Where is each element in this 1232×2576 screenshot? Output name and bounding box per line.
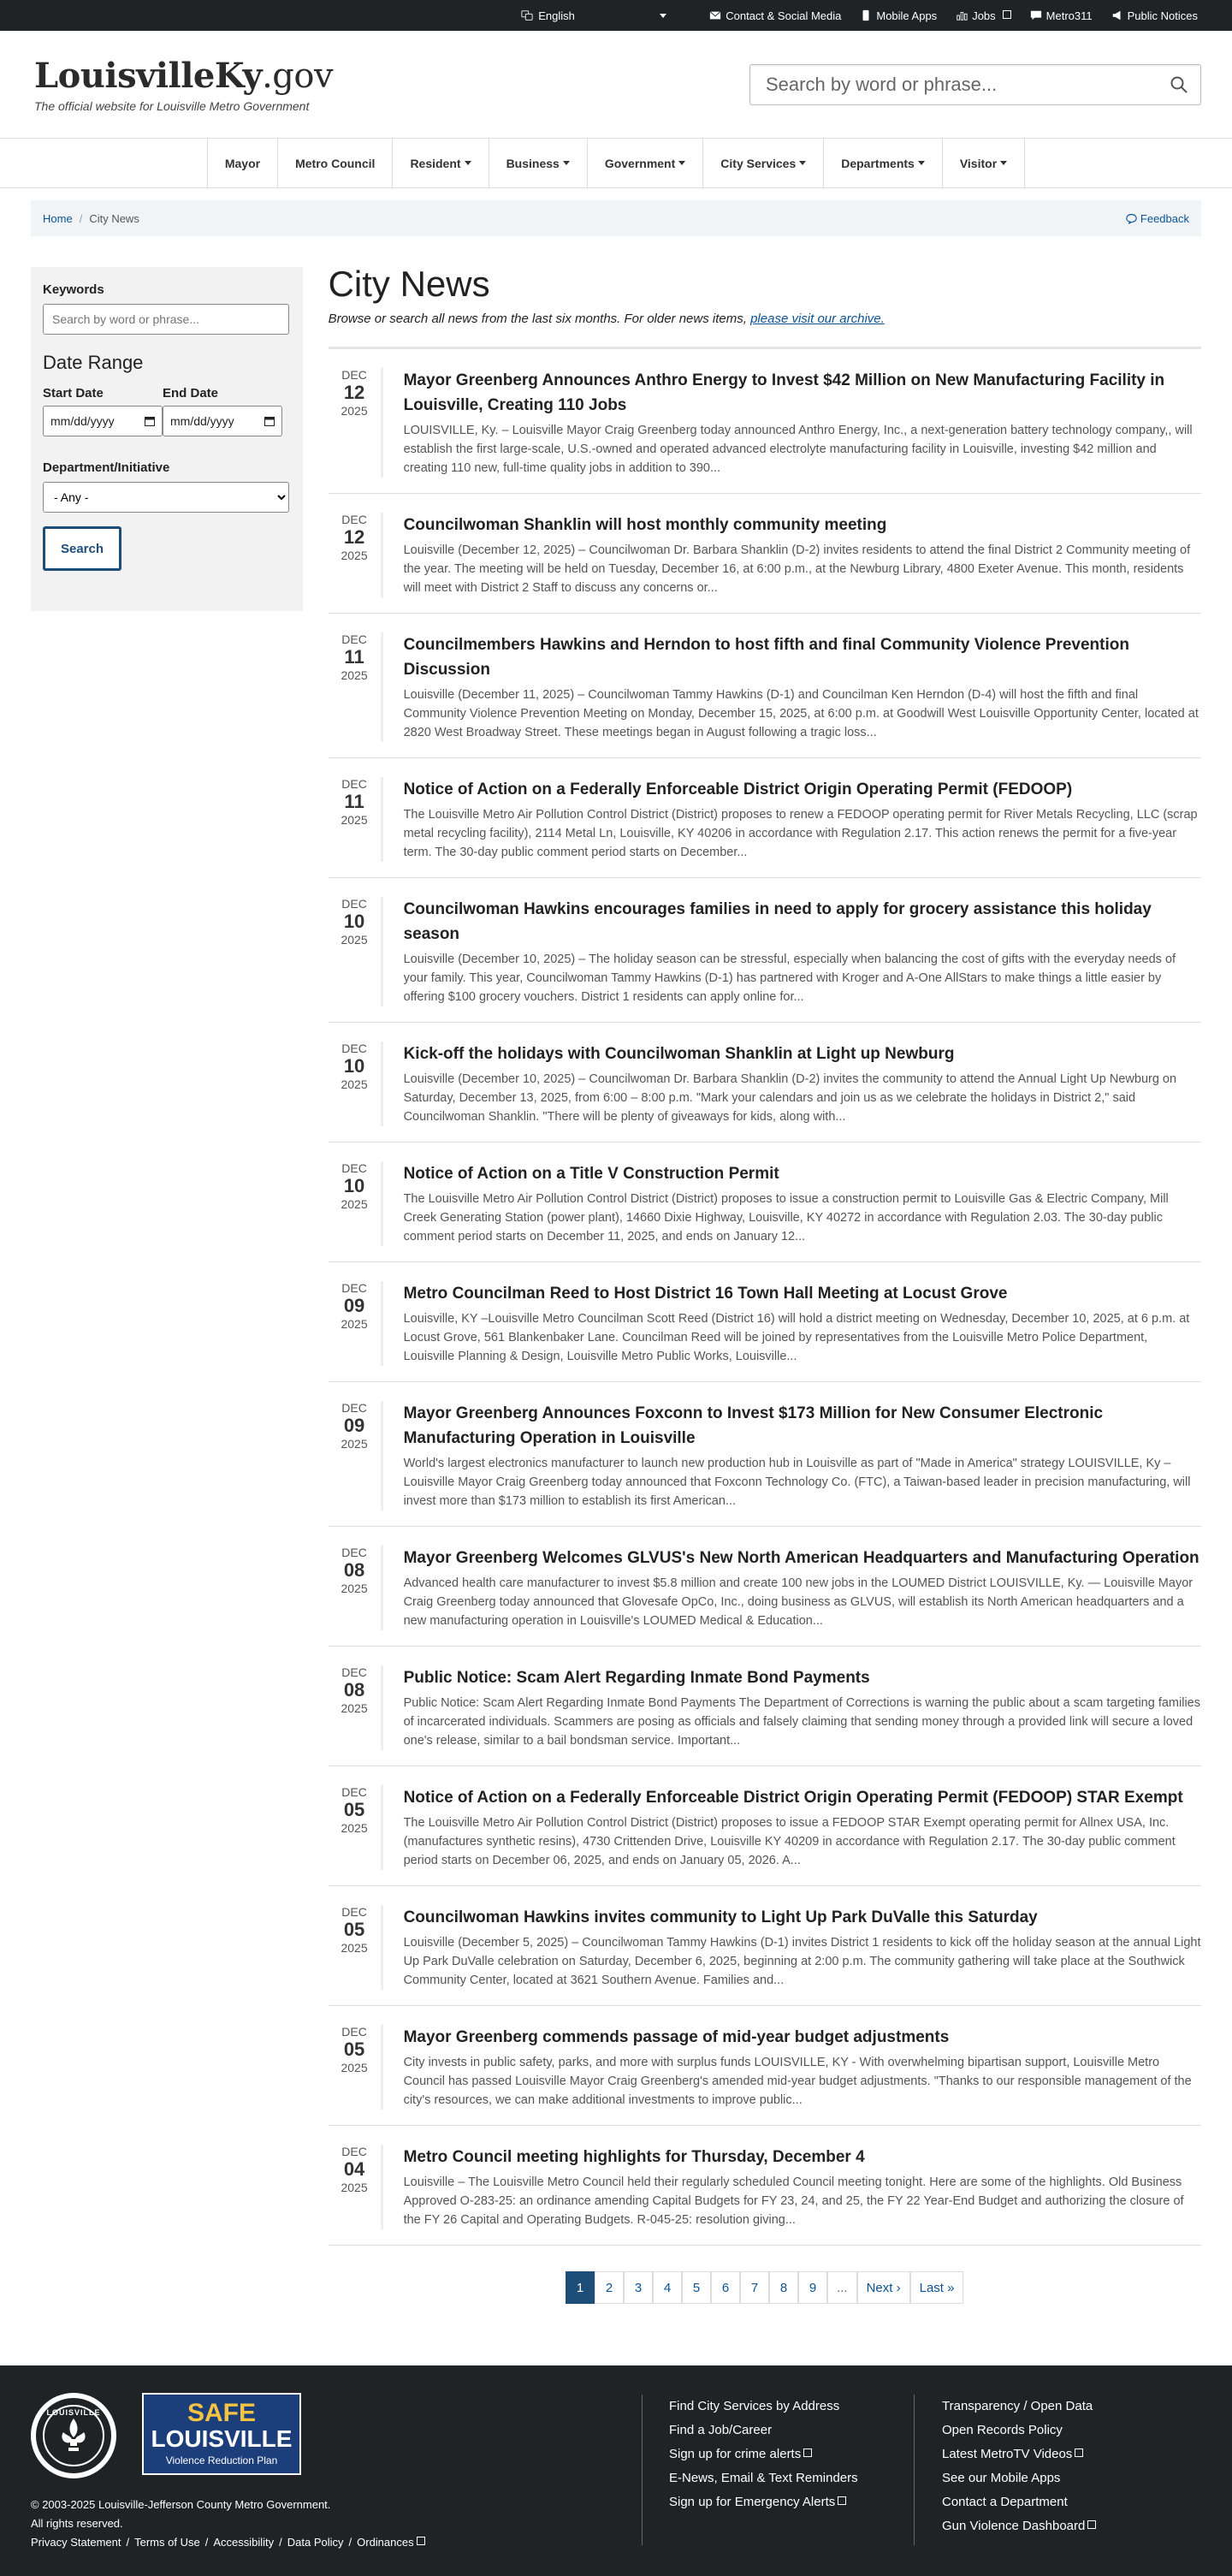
news-summary: The Louisville Metro Air Pollution Control District (District) proposes to issue a construction permit to Louisville Gas & Electric Company, Mill Creek Generating Station (power plant), 14660 Dixie Highway, Louisville, KY 40272 in accordance with Regulation 2.03. The 30-day public comment period starts on December 11, 2025, and ends on January 12...: [403, 1192, 1169, 1243]
news-item: [329, 1382, 1201, 1527]
news-summary: LOUISVILLE, Ky. – Louisville Mayor Craig Greenberg today announced Anthro Energy, Inc., a next-generation battery technology company,, will establish the first large-scale, U.S.-owned and operated advanced electrolyte manufacturing facility in Louisville, investing $42 million and creating 110 new, full-time quality jobs in addition to 390...: [403, 424, 1193, 475]
news-year: 2025: [341, 1077, 368, 1091]
news-summary: The Louisville Metro Air Pollution Control District (District) proposes to renew a FEDOOP operating permit for River Metals Recycling, LLC (scrap metal recycling facility), 2114 Metal Ln, Louisville, KY 40206 in accordance with Regulation 2.17. This action renews the permit for a five-year term. The 30-day public comment period starts on December...: [403, 808, 1198, 859]
news-body: [404, 1042, 1201, 1126]
keywords-input[interactable]: [43, 304, 289, 335]
news-item: [329, 1766, 1201, 1886]
nav-label: Mayor: [224, 156, 261, 170]
pager-page[interactable]: 4: [653, 2271, 682, 2304]
external-link-icon: [417, 2537, 425, 2545]
news-year: 2025: [341, 549, 368, 562]
chat-icon: [1030, 9, 1042, 21]
news-body: [404, 777, 1201, 862]
news-summary: Public Notice: Scam Alert Regarding Inmate Bond Payments The Department of Corrections is warning the public about a scam targeting families of incarcerated individuals. Scammers are posing as officials and falsely claiming that sending money through a provided link will secure a loved one's release, similar to a bail bondsman service. Important...: [403, 1696, 1200, 1748]
news-day: 08: [343, 1679, 365, 1701]
news-day: 10: [343, 1175, 365, 1196]
footer-links-col-1: [642, 2395, 858, 2545]
metro311-link[interactable]: [1030, 9, 1093, 22]
news-day: 10: [343, 911, 365, 932]
news-day: 12: [343, 526, 365, 548]
nav-visitor[interactable]: [943, 139, 1025, 187]
news-year: 2025: [341, 1197, 368, 1211]
jobs-label: Jobs: [972, 9, 996, 22]
news-item: [329, 614, 1201, 758]
news-month: DEC: [341, 513, 367, 526]
footer-link-label: Sign up for Emergency Alerts: [669, 2495, 836, 2509]
news-day: 08: [343, 1559, 365, 1581]
brand[interactable]: [34, 56, 333, 113]
start-date-input[interactable]: [43, 406, 163, 436]
breadcrumb-current: City News: [89, 211, 139, 225]
news-date: [329, 777, 383, 862]
search-icon[interactable]: [1170, 75, 1188, 94]
page-content: [0, 264, 1232, 2304]
news-month: DEC: [341, 1905, 367, 1919]
news-month: DEC: [341, 1042, 367, 1055]
news-body: [404, 1161, 1201, 1246]
ordinances-link[interactable]: [357, 2533, 424, 2552]
sep: /: [204, 2536, 209, 2549]
news-item: [329, 2006, 1201, 2126]
metro311-label: Metro311: [1045, 9, 1093, 22]
news-body: [404, 1905, 1201, 1990]
external-link-icon: [1003, 10, 1011, 19]
news-title-link[interactable]: Notice of Action on a Federally Enforceable District Origin Operating Permit (FEDOOP): [403, 781, 1073, 798]
date-range-heading: Date Range: [43, 352, 144, 373]
news-month: DEC: [341, 897, 367, 911]
news-item: [329, 1143, 1201, 1262]
logo-main: LouisvilleKy: [34, 56, 263, 96]
nav-government[interactable]: [588, 139, 703, 187]
news-year: 2025: [341, 1437, 368, 1451]
news-item: [329, 1262, 1201, 1382]
news-title-link[interactable]: Public Notice: Scam Alert Regarding Inmate Bond Payments: [403, 1669, 870, 1687]
nav-label: Departments: [841, 156, 915, 170]
news-month: DEC: [341, 2025, 367, 2039]
pager-page[interactable]: 8: [769, 2271, 798, 2304]
news-month: DEC: [341, 777, 367, 791]
news-summary: Louisville (December 12, 2025) – Councilwoman Dr. Barbara Shanklin (D-2) invites residents to attend the final District 2 Community meeting of the year. The meeting will be held on Tuesday, December 16, at 6:00 p.m., at the Newburg Library, 4800 Exeter Avenue. This month, residents will meet with District 2 Staff to discuss any concerns or...: [403, 543, 1191, 595]
site-logo[interactable]: [34, 56, 333, 96]
pager-next[interactable]: Next ›: [857, 2271, 910, 2304]
news-day: 05: [343, 1919, 365, 1940]
mobile-apps-link[interactable]: [860, 9, 937, 22]
breadcrumb-home[interactable]: Home: [43, 211, 73, 225]
news-summary: Louisville, KY –Louisville Metro Councilman Scott Reed (District 16) will hold a district meeting on Wednesday, December 10, 2025, at 6 p.m. at Locust Grove, 561 Blankenbaker Lane. Councilman Reed will be joined by representatives from the Louisville Metro Police Department, Louisville Planning & Design, Louisville Metro Public Works, Louisville...: [403, 1312, 1190, 1363]
news-summary: Louisville (December 5, 2025) – Councilwoman Tammy Hawkins (D-1) invites District 1 residents to kick off the holiday season at the annual Light Up Park DuValle celebration on Saturday, December 6, 2025, beginning at 2:00 p.m. The community gathering will take place at the Southwick Community Center, located at 3621 Southern Avenue. Families and...: [403, 1936, 1201, 1987]
news-day: 05: [343, 1799, 365, 1820]
footer-list-1: [643, 2395, 858, 2514]
news-month: DEC: [341, 1785, 367, 1799]
language-label: English: [538, 9, 575, 22]
pager-page[interactable]: 7: [740, 2271, 769, 2304]
news-day: 09: [343, 1295, 365, 1316]
footer-link[interactable]: [915, 2490, 1096, 2514]
news-date: [329, 1042, 383, 1126]
news-item: [329, 758, 1201, 878]
news-year: 2025: [341, 813, 368, 827]
caret-down-icon: [678, 161, 685, 165]
footer-link-label: Open Records Policy: [942, 2423, 1063, 2437]
news-month: DEC: [341, 1161, 367, 1175]
logo-suffix: .gov: [262, 56, 334, 96]
news-title-link[interactable]: Notice of Action on a Title V Construction Permit: [403, 1165, 779, 1183]
jobs-link[interactable]: [956, 9, 1010, 22]
ordinances-label: Ordinances: [357, 2536, 414, 2549]
sep: /: [279, 2536, 282, 2549]
news-day: 04: [343, 2158, 365, 2180]
site-header: [0, 31, 1232, 139]
privacy-link[interactable]: Privacy Statement: [31, 2536, 121, 2549]
news-summary: City invests in public safety, parks, and more with surplus funds LOUISVILLE, KY - With overwhelming bipartisan support, Louisville Metro Council has passed Louisville Mayor Craig Greenberg's amended mid-year budget adjustments. "Thanks to our responsible management of the city's resources, we can make additional investments to improve public...: [403, 2056, 1192, 2107]
news-title-link[interactable]: Mayor Greenberg Announces Foxconn to Invest $173 Million for New Consumer Electronic Manufacturing Operation in Louisville: [403, 1404, 1104, 1447]
news-title-link[interactable]: Councilmembers Hawkins and Herndon to host fifth and final Community Violence Prevention Discussion: [403, 636, 1129, 679]
chart-icon: [956, 9, 968, 21]
site-search-input[interactable]: [766, 74, 1170, 96]
footer-link[interactable]: [642, 2395, 858, 2419]
news-day: 05: [343, 2039, 365, 2060]
footer-link[interactable]: [915, 2419, 1096, 2442]
news-summary: Louisville – The Louisville Metro Council held their regularly scheduled Council meeting tonight. Here are some of the highlights. Old Business Approved O-283-25: an ordinance amending Capital Budgets for FY 23, 24, and 25, the FY 22 Year-End Budget and authorizing the closure of the FY 26 Capital and Operating Budgets. R-045-25: resolution giving...: [403, 2175, 1184, 2227]
megaphone-icon: [1111, 9, 1123, 21]
nav-resident[interactable]: [393, 139, 489, 187]
footer-link-label: Contact a Department: [942, 2495, 1068, 2509]
envelope-icon: [709, 9, 721, 21]
news-body: [404, 2145, 1201, 2229]
news-body: [404, 1401, 1201, 1511]
breadcrumb-bar: [31, 200, 1201, 236]
nav-label: City Services: [720, 156, 797, 170]
news-month: DEC: [341, 1281, 367, 1295]
footer-link-label: Sign up for crime alerts: [669, 2447, 802, 2461]
pagination: [329, 2271, 1201, 2304]
footer-link-label: Find City Services by Address: [669, 2399, 840, 2413]
pager-page[interactable]: 1: [566, 2271, 595, 2304]
data-policy-link[interactable]: Data Policy: [287, 2536, 344, 2549]
news-body: [404, 2025, 1201, 2110]
news-month: DEC: [341, 368, 367, 382]
news-item: [329, 349, 1201, 494]
news-date: [329, 368, 383, 478]
sep: /: [348, 2536, 352, 2549]
breadcrumb: [43, 212, 139, 225]
footer-link[interactable]: [915, 2442, 1096, 2466]
news-body: [404, 513, 1201, 597]
caret-down-icon: [563, 161, 570, 165]
news-year: 2025: [341, 1582, 368, 1595]
calendar-icon: [264, 416, 275, 426]
nav-label: Resident: [410, 156, 461, 170]
fleur-de-lis-icon: [31, 2393, 116, 2478]
news-date: [329, 1161, 383, 1246]
news-title-link[interactable]: Councilwoman Hawkins encourages families in need to apply for grocery assistance this holiday season: [403, 900, 1152, 943]
search-button[interactable]: Search: [43, 526, 121, 571]
news-year: 2025: [341, 2181, 368, 2194]
footer-link[interactable]: [915, 2466, 1096, 2490]
copyright-block: [31, 2496, 425, 2552]
news-month: DEC: [341, 1665, 367, 1679]
pager-page[interactable]: 2: [595, 2271, 624, 2304]
main-nav: [0, 139, 1232, 188]
mobile-apps-label: Mobile Apps: [876, 9, 938, 22]
footer-link-label: Gun Violence Dashboard: [942, 2519, 1086, 2533]
news-summary: World's largest electronics manufacturer to launch new production hub in Louisville as part of "Made in America" strategy LOUISVILLE, Ky – Louisville Mayor Craig Greenberg today announced that Foxconn Technology Co. (FTC), a Taiwan-based leader in precision manufacturing, will invest more than $173 million to establish its first American...: [403, 1457, 1191, 1508]
public-notices-label: Public Notices: [1127, 9, 1198, 22]
calendar-icon: [145, 416, 155, 426]
news-day: 11: [344, 791, 364, 812]
footer-list-2: [915, 2395, 1096, 2538]
news-title-link[interactable]: Councilwoman Hawkins invites community to Light Up Park DuValle this Saturday: [403, 1908, 1038, 1926]
safe-line-3: Violence Reduction Plan: [165, 2454, 278, 2466]
external-link-icon: [1087, 2520, 1096, 2529]
news-main: [328, 264, 1201, 2304]
news-title-link[interactable]: Mayor Greenberg Welcomes GLVUS's New North American Headquarters and Manufacturing Operation: [403, 1549, 1199, 1567]
public-notices-link[interactable]: [1111, 9, 1198, 22]
news-title-link[interactable]: Councilwoman Shanklin will host monthly community meeting: [403, 516, 887, 534]
news-item: [329, 1886, 1201, 2006]
news-title-link[interactable]: Metro Council meeting highlights for Thursday, December 4: [403, 2148, 865, 2166]
caret-down-icon: [1000, 161, 1007, 165]
page-intro: [329, 312, 1201, 326]
news-month: DEC: [341, 1546, 367, 1559]
end-date-input[interactable]: [163, 406, 282, 436]
news-year: 2025: [341, 1941, 368, 1955]
pager-page[interactable]: 5: [682, 2271, 711, 2304]
news-month: DEC: [341, 2145, 367, 2158]
news-body: [404, 368, 1201, 478]
news-title-link[interactable]: Kick-off the holidays with Councilwoman Shanklin at Light up Newburg: [403, 1045, 955, 1063]
news-year: 2025: [341, 1701, 368, 1715]
pager-last[interactable]: Last »: [910, 2271, 964, 2304]
news-summary: Louisville (December 10, 2025) – The holiday season can be stressful, especially when balancing the cost of gifts with the everyday needs of your family. This year, Councilwoman Tammy Hawkins (D-1) has partnered with Kroger and A-One AllStars to make things a little easier by offering $100 grocery vouchers. District 1 residents can apply online for...: [403, 953, 1176, 1004]
end-date-placeholder: mm/dd/yyyy: [170, 414, 234, 428]
site-search: [749, 64, 1201, 105]
department-select[interactable]: [43, 482, 289, 513]
footer-link[interactable]: [642, 2466, 858, 2490]
news-item: [329, 494, 1201, 614]
nav-business[interactable]: [489, 139, 588, 187]
footer-link[interactable]: [642, 2419, 858, 2442]
news-date: [329, 897, 383, 1006]
breadcrumb-separator: /: [79, 211, 83, 225]
news-item: [329, 878, 1201, 1023]
news-title-link[interactable]: Notice of Action on a Federally Enforceable District Origin Operating Permit (FEDOOP) STAR Exempt: [403, 1789, 1183, 1807]
footer-link-label: E-News, Email & Text Reminders: [669, 2471, 858, 2485]
news-date: [329, 1665, 383, 1750]
feedback-link[interactable]: [1126, 212, 1189, 225]
news-title-link[interactable]: Mayor Greenberg Announces Anthro Energy to Invest $42 Million on New Manufacturing Facility in Louisville, Creating 110 Jobs: [403, 371, 1165, 414]
external-link-icon: [1075, 2448, 1083, 2457]
footer-link[interactable]: [642, 2490, 858, 2514]
footer-link-label: Find a Job/Career: [669, 2423, 773, 2437]
news-title-link[interactable]: Metro Councilman Reed to Host District 16 Town Hall Meeting at Locust Grove: [403, 1285, 1008, 1303]
caret-down-icon: [918, 161, 925, 165]
accessibility-link[interactable]: Accessibility: [213, 2536, 275, 2549]
news-body: [404, 1546, 1201, 1630]
news-summary: Louisville (December 11, 2025) – Councilwoman Tammy Hawkins (D-1) and Councilman Ken Herndon (D-4) will host the fifth and final Community Violence Prevention Meeting on Monday, December 15, 2025, at 6:00 p.m. at Goodwill West Louisville Opportunity Center, located at 2820 West Broadway Street. These meetings began in August following a tragic loss...: [403, 688, 1199, 739]
news-date: [329, 1546, 383, 1630]
legal-links: [31, 2533, 425, 2552]
news-filter-sidebar: [31, 267, 303, 611]
nav-metro-council[interactable]: [278, 139, 393, 187]
pager-ellipsis: ...: [827, 2271, 857, 2304]
footer-link[interactable]: [915, 2395, 1096, 2419]
news-date: [329, 1785, 383, 1870]
date-range: [43, 386, 291, 436]
feedback-label: Feedback: [1140, 211, 1189, 225]
seal-text: LOUISVILLE: [46, 2408, 101, 2417]
nav-label: Metro Council: [295, 156, 376, 170]
site-footer: [0, 2365, 1232, 2576]
news-day: 09: [343, 1415, 365, 1436]
rights-text: All rights reserved.: [31, 2517, 123, 2530]
news-list: [329, 349, 1201, 2246]
nav-label: Government: [604, 156, 676, 170]
news-month: DEC: [341, 632, 367, 646]
news-year: 2025: [341, 668, 368, 682]
safe-line-2: LOUISVILLE: [151, 2425, 293, 2452]
pager-page[interactable]: 6: [711, 2271, 740, 2304]
safe-line-1: SAFE: [187, 2399, 256, 2427]
footer-link-label: Transparency / Open Data: [942, 2399, 1093, 2413]
news-item: [329, 1023, 1201, 1143]
phone-icon: [860, 9, 872, 21]
end-date-label: End Date: [163, 386, 219, 401]
news-date: [329, 1281, 383, 1366]
footer-link[interactable]: [642, 2442, 858, 2466]
news-body: [404, 1281, 1201, 1366]
contact-social-link[interactable]: [709, 9, 841, 22]
footer-links-col-2: [914, 2395, 1096, 2545]
language-selector[interactable]: [521, 9, 666, 22]
comment-icon: [1126, 213, 1137, 224]
external-link-icon: [803, 2448, 812, 2457]
start-date-placeholder: mm/dd/yyyy: [50, 414, 115, 428]
louisville-seal-logo[interactable]: [31, 2393, 116, 2478]
nav-city-services[interactable]: [703, 139, 824, 187]
news-date: [329, 2145, 383, 2229]
sep: /: [126, 2536, 130, 2549]
start-date-label: Start Date: [43, 386, 104, 401]
external-link-icon: [838, 2496, 846, 2505]
chevron-down-icon: [660, 14, 666, 18]
nav-label: Visitor: [959, 156, 998, 170]
news-summary: Louisville (December 10, 2025) – Councilwoman Dr. Barbara Shanklin (D-2) invites the community to attend the Annual Light Up Newburg on Saturday, December 13, 2025, from 6:00 – 8:00 p.m. "Mark your calendars and join us as we celebrate the holidays in District 2," said Councilwoman Shanklin. "There will be plenty of giveaways for kids, along with...: [403, 1072, 1177, 1124]
news-date: [329, 632, 383, 742]
news-summary: The Louisville Metro Air Pollution Control District (District) proposes to issue a FEDOOP STAR Exempt operating permit for Allnex USA, Inc. (manufactures synthetic resins), 4730 Crittenden Drive, Louisville KY 40209 in accordance with Regulation 2.17. The 30-day public comment period starts on December 06, 2025, and ends on January 05, 2026. A...: [403, 1816, 1176, 1867]
news-item: [329, 1527, 1201, 1647]
nav-label: Business: [506, 156, 560, 170]
news-month: DEC: [341, 1401, 367, 1415]
news-year: 2025: [341, 2061, 368, 2074]
news-body: [404, 1665, 1201, 1750]
news-date: [329, 2025, 383, 2110]
news-summary: Advanced health care manufacturer to invest $5.8 million and create 100 new jobs in the LOUMED District LOUISVILLE, Ky. — Louisville Mayor Craig Greenberg today announced that Glovesafe OpCo, Inc., doing business as GLVUS, will establish its North American headquarters and a new manufacturing operation in Louisville's LOUMED Medical & Education...: [403, 1576, 1194, 1628]
news-item: [329, 2126, 1201, 2246]
keywords-label: Keywords: [43, 282, 104, 297]
news-day: 12: [343, 382, 365, 403]
department-label: Department/Initiative: [43, 460, 170, 475]
news-date: [329, 1905, 383, 1990]
pager-page[interactable]: 3: [624, 2271, 653, 2304]
news-body: [404, 1785, 1201, 1870]
footer-link-label: Latest MetroTV Videos: [942, 2447, 1073, 2461]
terms-link[interactable]: Terms of Use: [134, 2536, 200, 2549]
news-year: 2025: [341, 1821, 368, 1835]
news-year: 2025: [341, 404, 368, 418]
news-date: [329, 513, 383, 597]
contact-social-label: Contact & Social Media: [726, 9, 842, 22]
news-date: [329, 1401, 383, 1511]
copyright-text: © 2003-2025 Louisville-Jefferson County Metro Government.: [31, 2498, 331, 2511]
news-item: [329, 1647, 1201, 1766]
footer-link[interactable]: [915, 2514, 1096, 2538]
news-body: [404, 897, 1201, 1006]
pager-page[interactable]: 9: [798, 2271, 827, 2304]
news-day: 10: [343, 1055, 365, 1077]
caret-down-icon: [465, 161, 471, 165]
news-day: 11: [344, 646, 364, 668]
site-tagline: The official website for Louisville Metro Government: [34, 99, 310, 113]
news-year: 2025: [341, 1317, 368, 1331]
utility-bar: [0, 0, 1232, 31]
translate-icon: [521, 9, 533, 21]
news-body: [404, 632, 1201, 742]
safe-louisville-logo[interactable]: [142, 2393, 301, 2475]
intro-text: Browse or search all news from the last six months. For older news items,: [328, 312, 747, 326]
page-title: City News: [328, 264, 490, 304]
news-year: 2025: [341, 933, 368, 947]
nav-departments[interactable]: [824, 139, 943, 187]
nav-mayor[interactable]: [208, 139, 278, 187]
caret-down-icon: [799, 161, 806, 165]
news-title-link[interactable]: Mayor Greenberg commends passage of mid-year budget adjustments: [403, 2028, 950, 2046]
archive-link[interactable]: please visit our archive.: [750, 312, 885, 326]
footer-link-label: See our Mobile Apps: [942, 2471, 1061, 2485]
